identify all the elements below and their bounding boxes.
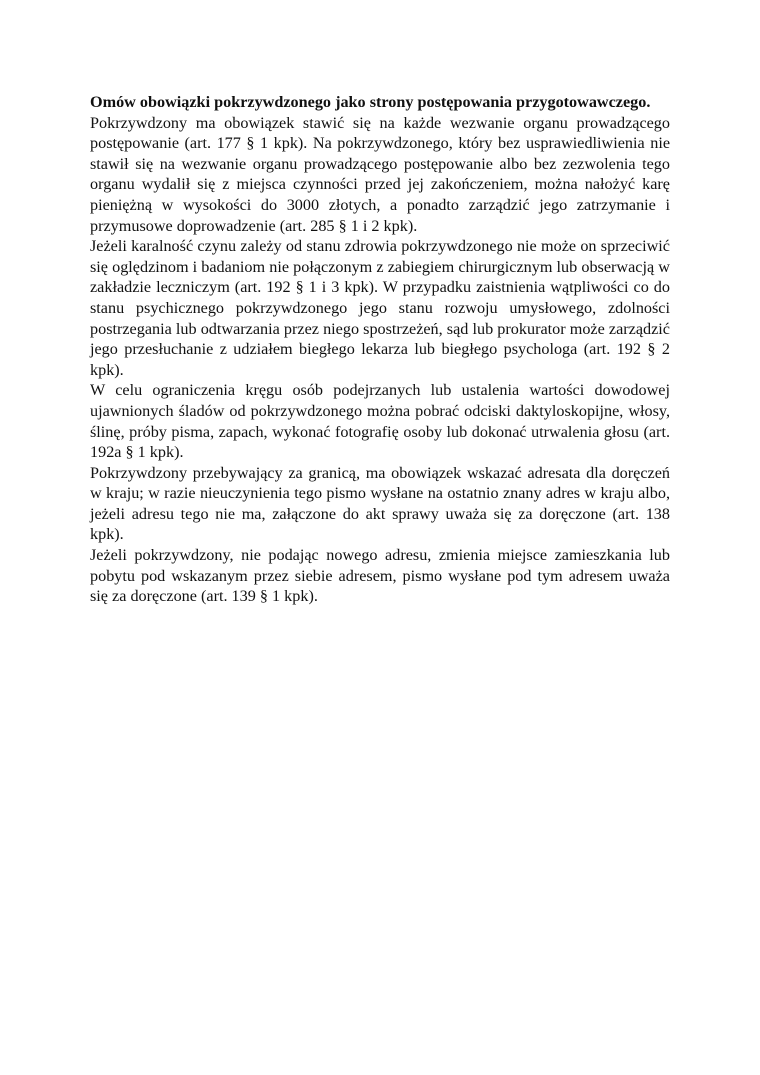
paragraph-evidence-samples: W celu ograniczenia kręgu osób podejrzanych lub ustalenia wartości dowodowej ujawnionych śladów od pokrzywdzonego można pobrać odciski daktyloskopijne, włosy, ślinę, próby pisma, zapach, wykonać fotografię osoby lub dokonać utrwalenia głosu (art. 192a § 1 kpk). — [90, 381, 670, 462]
paragraph-address-change: Jeżeli pokrzywdzony, nie podając nowego adresu, zmienia miejsce zamieszkania lub pobytu pod wskazanym przez siebie adresem, pismo wysłane pod tym adresem uważa się za doręczone (art. 139 § 1 kpk). — [90, 546, 670, 606]
paragraph-address-abroad: Pokrzywdzony przebywający za granicą, ma obowiązek wskazać adresata dla doręczeń w kraju; w razie nieuczynienia tego pismo wysłane na ostatnio znany adres w kraju albo, jeżeli adresu tego nie ma, załączone do akt sprawy uważa się za doręczone (art. 138 kpk). — [90, 463, 670, 544]
paragraph-medical-examination: Jeżeli karalność czynu zależy od stanu zdrowia pokrzywdzonego nie może on sprzeciwić się oględzinom i badaniom nie połączonym z zabiegiem chirurgicznym lub obserwacją w zakładzie leczniczym (art. 192 § 1 i 3 kpk). W przypadku zaistnienia wątpliwości co do stanu psychicznego pokrzywdzonego jego stanu rozwoju umysłowego, zdolności postrzegania lub odtwarzania przez niego spostrzeżeń, sąd lub prokurator może zarządzić jego przesłuchanie z udziałem biegłego lekarza lub biegłego psychologa (art. 192 § 2 kpk). — [90, 237, 670, 379]
paragraph-obligation-to-appear: Pokrzywdzony ma obowiązek stawić się na każde wezwanie organu prowadzącego postępowanie (art. 177 § 1 kpk). Na pokrzywdzonego, który bez usprawiedliwienia nie stawił się na wezwanie organu prowadzącego postępowanie albo bez zezwolenia tego organu wydalił się z miejsca czynności przed jej zakończeniem, można nałożyć karę pieniężną w wysokości do 3000 złotych, a ponadto zarządzić jego zatrzymanie i przymusowe doprowadzenie (art. 285 § 1 i 2 kpk). — [90, 113, 670, 235]
document-body — [90, 92, 670, 607]
document-title: Omów obowiązki pokrzywdzonego jako strony postępowania przygotowawczego. — [90, 93, 651, 111]
